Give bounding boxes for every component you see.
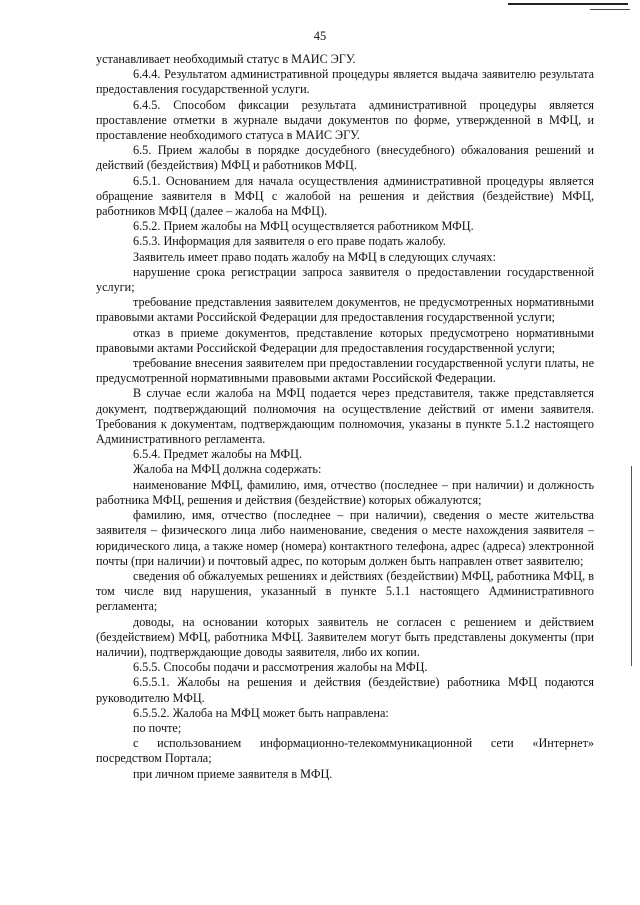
document-body [96, 52, 594, 782]
paragraph: Заявитель имеет право подать жалобу на МФЦ в следующих случаях: [133, 249, 496, 264]
paragraph: наименование МФЦ, фамилию, имя, отчество (последнее – при наличии) и должность работника МФЦ, решения и действия (бездействие) которых обжалуются; [96, 477, 594, 507]
scan-edge-mark [631, 466, 632, 666]
paragraph: 6.5.2. Прием жалобы на МФЦ осуществляется работником МФЦ. [133, 219, 474, 234]
paragraph: нарушение срока регистрации запроса заявителя о предоставлении государственной услуги; [96, 264, 594, 295]
paragraph: отказ в приеме документов, представление которых предусмотрено нормативными правовыми актами Российской Федерации для предоставления государственной услуги; [96, 325, 594, 355]
paragraph: требование внесения заявителем при предоставлении государственной услуги платы, не предусмотренной нормативными правовыми актами Российской Федерации. [96, 356, 594, 386]
page-number: 45 [313, 29, 327, 43]
paragraph: при личном приеме заявителя в МФЦ. [133, 766, 333, 781]
paragraph: по почте; [133, 720, 182, 735]
paragraph: 6.5. Прием жалобы в порядке досудебного (внесудебного) обжалования решений и действий (бездействия) МФЦ и работников МФЦ. [96, 143, 594, 173]
paragraph: сведения об обжалуемых решениях и действиях (бездействии) МФЦ, работника МФЦ, в том числе вид нарушения, указанный в пункте 5.1.1 настоящего Административного регламента; [96, 568, 594, 614]
paragraph: 6.5.5.2. Жалоба на МФЦ может быть направлена: [133, 705, 389, 720]
paragraph: доводы, на основании которых заявитель не согласен с решением и действием (бездействием) МФЦ, работника МФЦ. Заявителем могут быть представлены документы (при наличии), подтверждающие доводы заявителя, либо их копии. [96, 614, 594, 659]
paragraph: 6.5.1. Основанием для начала осуществления административной процедуры является обращение заявителя в МФЦ с жалобой на решения и действия (бездействие) МФЦ, работников МФЦ (далее – жалоба на МФЦ). [96, 173, 594, 219]
paragraph: 6.5.4. Предмет жалобы на МФЦ. [133, 447, 302, 462]
paragraph: Жалоба на МФЦ должна содержать: [133, 462, 322, 477]
scan-edge-mark [590, 9, 630, 10]
paragraph: 6.4.4. Результатом административной процедуры является выдача заявителю результата предоставления государственной услуги. [96, 67, 594, 97]
paragraph: требование представления заявителем документов, не предусмотренных нормативными правовыми актами Российской Федерации для предоставления государственной услуги; [96, 295, 594, 325]
paragraph: 6.4.5. Способом фиксации результата административной процедуры является проставление отметки в журнале выдачи документов по форме, утвержденной в МФЦ, и проставление необходимого статуса в МАИС ЭГУ. [96, 97, 594, 143]
paragraph: с использованием информационно-телекоммуникационной сети «Интернет» посредством Портала; [96, 736, 594, 766]
scan-edge-mark [508, 3, 628, 5]
paragraph: фамилию, имя, отчество (последнее – при наличии), сведения о месте жительства заявителя – физического лица либо наименование, сведения о месте нахождения заявителя – юридического лица, а также номер (номера) контактного телефона, адрес (адреса) электронной почты (при наличии) и почтовый адрес, по которым должен быть направлен ответ заявителю; [96, 508, 594, 568]
paragraph: 6.5.3. Информация для заявителя о его праве подать жалобу. [133, 234, 446, 249]
paragraph: В случае если жалоба на МФЦ подается через представителя, также представляется документ, подтверждающий полномочия на осуществление действий от имени заявителя. Требования к документам, подтверждающим полномочия, указаны в пункте 5.1.2 настоящего Административного регламента. [96, 386, 594, 447]
paragraph: 6.5.5.1. Жалобы на решения и действия (бездействие) работника МФЦ подаются руководителю МФЦ. [96, 675, 594, 705]
paragraph: 6.5.5. Способы подачи и рассмотрения жалобы на МФЦ. [133, 660, 428, 675]
paragraph: устанавливает необходимый статус в МАИС ЭГУ. [96, 52, 356, 66]
